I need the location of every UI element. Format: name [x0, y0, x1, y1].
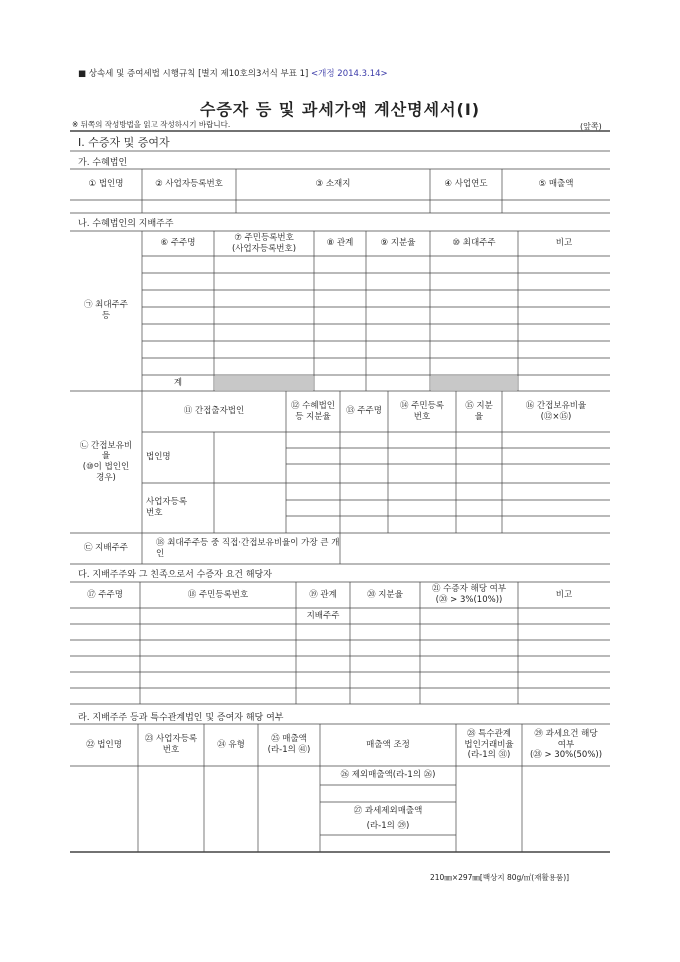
- relation-controlling: 지배주주: [306, 610, 340, 621]
- page-side-label: (앞쪽): [580, 122, 602, 131]
- controlling-shareholder-desc: ⑱ 최대주주등 중 직접·간접보유비율이 가장 큰 개인: [156, 537, 340, 559]
- header-corp-name-4: ㉒ 법인명: [86, 739, 122, 750]
- total-shaded-cell: [215, 376, 313, 390]
- header-related-trade-ratio: ㉘ 특수관계 법인거래비율 (라-1의 ㉛): [464, 729, 514, 761]
- label-corp-name: 법인명: [146, 452, 171, 463]
- header-location: ③ 소재지: [315, 179, 351, 190]
- header-resident-number: ⑦ 주민등록번호 (사업자등록번호): [231, 232, 297, 254]
- header-relation-3: ⑲ 관계: [309, 589, 337, 600]
- header-indirect-corp: ⑪ 간접출자법인: [183, 406, 245, 417]
- header-type: ㉔ 유형: [217, 739, 245, 750]
- row-label-largest-shareholders: ㉠ 최대주주 등: [83, 300, 129, 321]
- label-business-number: 사업자등록 번호: [146, 497, 188, 518]
- header-revenue: ⑤ 매출액: [538, 179, 574, 190]
- header-donee-eligibility: ㉑ 수증자 해당 여부 (⑳ > 3%(10%)): [431, 584, 507, 605]
- header-share-ratio: ⑨ 지분율: [380, 238, 416, 249]
- header-shareholder-name: ⑥ 주주명: [160, 238, 196, 249]
- header-relation: ⑧ 관계: [326, 238, 354, 249]
- regulation-text: ■ 상속세 및 증여세법 시행규칙 [별지 제10호의3서식 부표 1]: [78, 69, 309, 79]
- amendment-date: <개정 2014.3.14>: [311, 69, 388, 79]
- header-resident-number-2: ⑭ 주민등록번호: [399, 400, 445, 422]
- page-title: 수증자 등 및 과세가액 계산명세서(Ⅰ): [199, 100, 481, 119]
- header-share-ratio-3: ⑳ 지분율: [367, 589, 403, 600]
- total-label: 계: [173, 377, 183, 388]
- row-label-controlling-shareholder: ㉢ 지배주주: [83, 543, 129, 554]
- header-fiscal-year: ④ 사업연도: [444, 179, 488, 190]
- section-na-title: 나. 수혜법인의 지배주주: [78, 219, 174, 229]
- paper-spec-footer: 210㎜×297㎜[백상지 80g/㎡(재활용품)]: [430, 873, 570, 882]
- header-beneficiary-ratio: ⑫ 수혜법인 등 지분율: [290, 400, 336, 422]
- header-shareholder-name-2: ⑬ 주주명: [346, 406, 382, 417]
- header-resident-number-3: ⑱ 주민등록번호: [187, 589, 249, 600]
- header-remarks-3: 비고: [555, 589, 573, 600]
- header-shareholder-name-3: ⑰ 주주명: [87, 589, 123, 600]
- header-company-name: ① 법인명: [88, 179, 124, 190]
- section-ra-title: 라. 지배주주 등과 특수관계법인 및 증여자 해당 여부: [78, 713, 284, 723]
- header-indirect-ratio: ⑯ 간접보유비율 (⑫×⑮): [525, 400, 587, 422]
- instruction-note: ※ 뒤쪽의 작성방법을 읽고 작성하시기 바랍니다.: [72, 120, 231, 129]
- header-remarks: 비고: [555, 238, 573, 249]
- section-ga-title: 가. 수혜법인: [78, 158, 128, 168]
- header-share-ratio-2: ⑮ 지분율: [465, 400, 493, 422]
- excluded-sales-label: ㉖ 제외매출액(라-1의 ㉖): [340, 770, 436, 781]
- header-sales-adjustment: 매출액 조정: [366, 739, 410, 750]
- header-sales: ㉕ 매출액 (라-1의 ㊶): [267, 734, 311, 755]
- header-business-number-4: ㉓ 사업자등록 번호: [144, 734, 198, 755]
- row-label-indirect-ratio: ㉡ 간접보유비율 (⑩이 법인인 경우): [79, 440, 133, 483]
- tax-exempt-sales-label: ㉗ 과세제외매출액 (라-1의 ㉙): [353, 806, 423, 831]
- header-taxable-requirement: ㉙ 과세요건 해당 여부 (㉘ > 30%(50%)): [529, 729, 603, 761]
- section-da-title: 다. 지배주주와 그 친족으로서 수증자 요건 해당자: [78, 570, 272, 580]
- section-1-title: Ⅰ. 수증자 및 증여자: [78, 136, 170, 149]
- header-largest-shareholder: ⑩ 최대주주: [452, 238, 496, 249]
- header-business-number: ② 사업자등록번호: [155, 179, 223, 190]
- total-shaded-cell: [431, 376, 517, 390]
